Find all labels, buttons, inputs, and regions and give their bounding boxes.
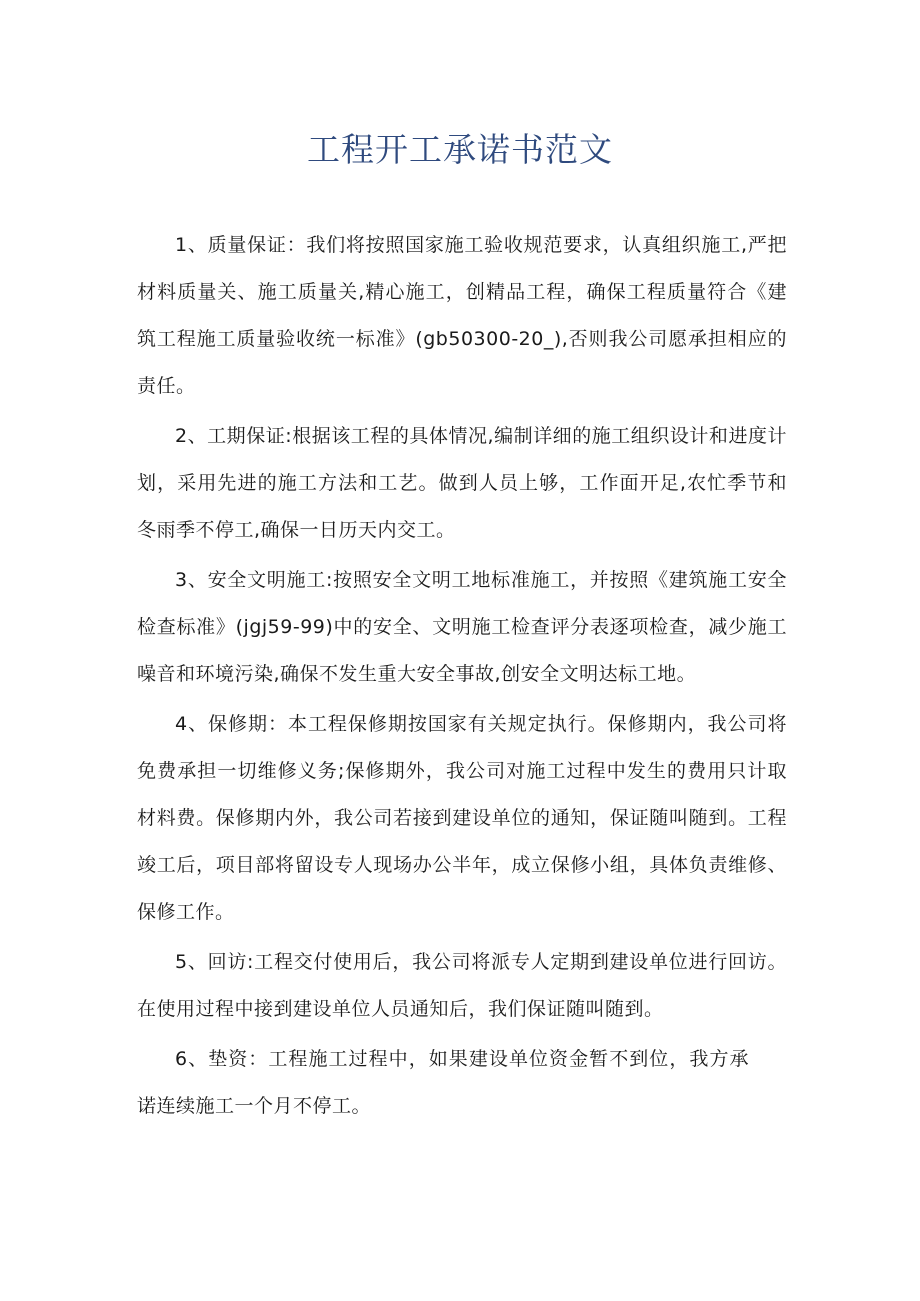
paragraph-warranty-period: 4、保修期：本工程保修期按国家有关规定执行。保修期内，我公司将免费承担一切维修义务;保修期外，我公司对施工过程中发生的费用只计取材料费。保修期内外，我公司若接到建设单位的通知，保证随叫随到。工程竣工后，项目部将留设专人现场办公半年，成立保修小组，具体负责维修、保修工作。 [137, 713, 787, 923]
paragraph-safety-construction: 3、安全文明施工:按照安全文明工地标准施工，并按照《建筑施工安全检查标准》(jgj59-99)中的安全、文明施工检查评分表逐项检查，减少施工噪音和环境污染,确保不发生重大安全事故,创安全文明达标工地。 [137, 569, 787, 685]
paragraph-quality-guarantee: 1、质量保证：我们将按照国家施工验收规范要求，认真组织施工,严把材料质量关、施工质量关,精心施工，创精品工程，确保工程质量符合《建筑工程施工质量验收统一标准》(gb50300-20_),否则我公司愿承担相应的责任。 [137, 234, 787, 397]
paragraph-advance-funding: 6、垫资：工程施工过程中，如果建设单位资金暂不到位，我方承诺连续施工一个月不停工。 [137, 1048, 749, 1117]
paragraph-follow-up-visit: 5、回访:工程交付使用后，我公司将派专人定期到建设单位进行回访。在使用过程中接到建设单位人员通知后，我们保证随叫随到。 [137, 951, 787, 1020]
paragraph-schedule-guarantee: 2、工期保证:根据该工程的具体情况,编制详细的施工组织设计和进度计划，采用先进的施工方法和工艺。做到人员上够，工作面开足,农忙季节和冬雨季不停工,确保一日历天内交工。 [137, 425, 787, 541]
document-body [137, 222, 787, 1133]
document-title: 工程开工承诺书范文 [307, 130, 613, 169]
